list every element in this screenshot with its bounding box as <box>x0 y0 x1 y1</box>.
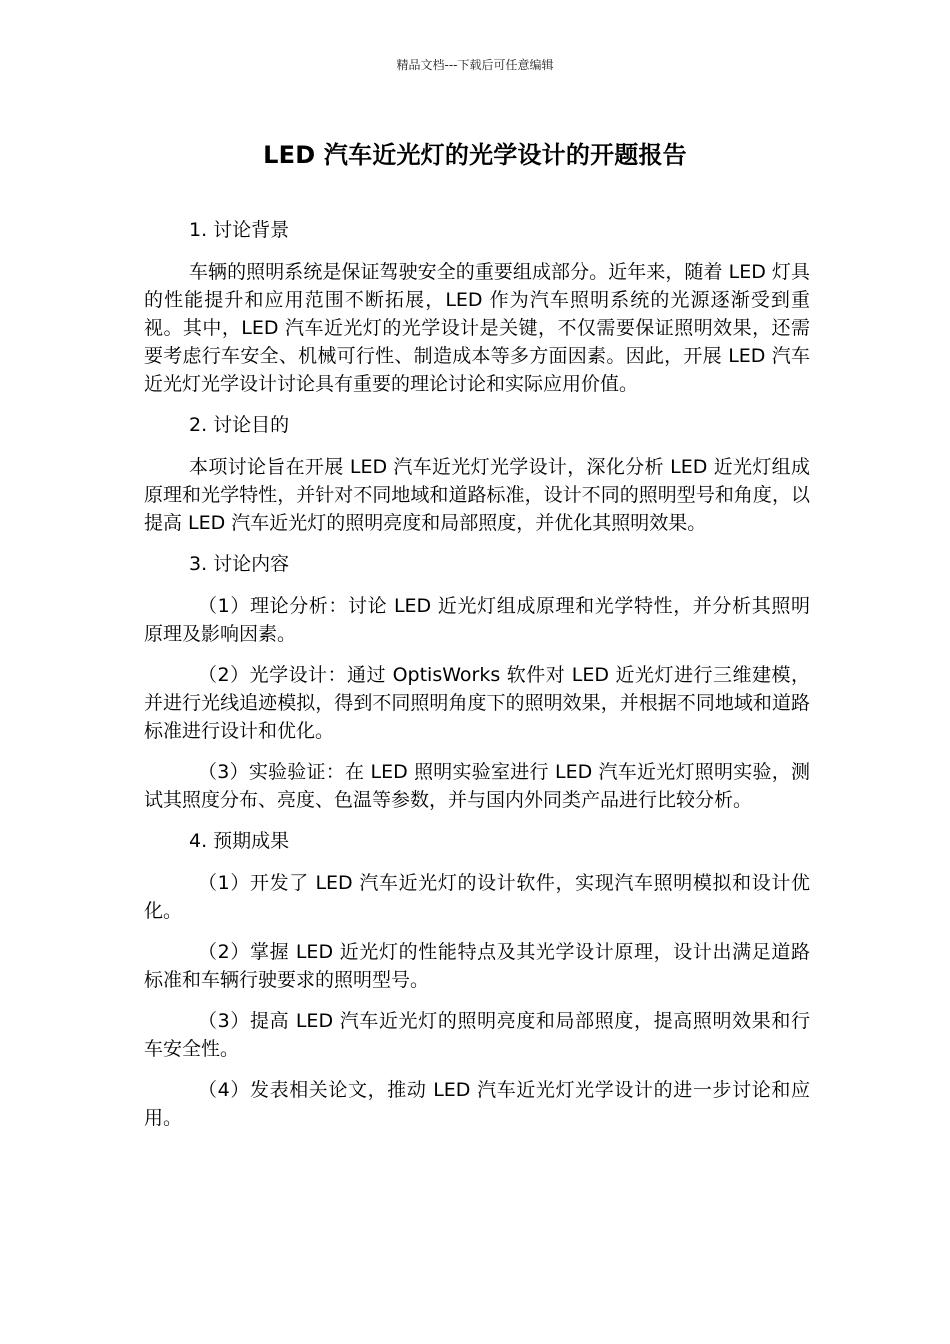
document-body <box>144 216 810 1145</box>
list-item: （3）提高 LED 汽车近光灯的照明亮度和局部照度，提高照明效果和行车安全性。 <box>144 1010 810 1060</box>
document-title: LED 汽车近光灯的光学设计的开题报告 <box>263 141 687 169</box>
list-item: （1）开发了 LED 汽车近光灯的设计软件，实现汽车照明模拟和设计优化。 <box>144 872 810 922</box>
section-expected-results <box>144 827 810 1132</box>
section-paragraph: 本项讨论旨在开展 LED 汽车近光灯光学设计，深化分析 LED 近光灯组成原理和光学特性，并针对不同地域和道路标准，设计不同的照明型号和角度，以提高 LED 汽车近光灯的照明亮度和局部照度，并优化其照明效果。 <box>144 456 810 534</box>
section-heading: 4. 预期成果 <box>189 830 290 852</box>
section-heading: 2. 讨论目的 <box>189 414 290 436</box>
list-item: （2）光学设计：通过 OptisWorks 软件对 LED 近光灯进行三维建模，并进行光线追迹模拟，得到不同照明角度下的照明效果，并根据不同地域和道路标准进行设计和优化。 <box>144 664 810 742</box>
list-item: （4）发表相关论文，推动 LED 汽车近光灯光学设计的进一步讨论和应用。 <box>144 1079 810 1129</box>
section-background <box>144 216 810 398</box>
list-item: （3）实验验证：在 LED 照明实验室进行 LED 汽车近光灯照明实验，测试其照度分布、亮度、色温等参数，并与国内外同类产品进行比较分析。 <box>144 761 810 811</box>
section-heading: 1. 讨论背景 <box>189 219 290 241</box>
section-heading: 3. 讨论内容 <box>189 553 290 575</box>
section-content <box>144 550 810 814</box>
header-watermark: 精品文档---下载后可任意编辑 <box>396 58 554 72</box>
section-paragraph: 车辆的照明系统是保证驾驶安全的重要组成部分。近年来，随着 LED 灯具的性能提升和应用范围不断拓展，LED 作为汽车照明系统的光源逐渐受到重视。其中，LED 汽车近光灯的光学设计是关键，不仅需要保证照明效果，还需要考虑行车安全、机械可行性、制造成本等多方面因素。因此，开展 LED 汽车近光灯光学设计讨论具有重要的理论讨论和实际应用价值。 <box>144 261 810 395</box>
section-purpose <box>144 411 810 537</box>
list-item: （1）理论分析：讨论 LED 近光灯组成原理和光学特性，并分析其照明原理及影响因素。 <box>144 595 810 645</box>
list-item: （2）掌握 LED 近光灯的性能特点及其光学设计原理，设计出满足道路标准和车辆行驶要求的照明型号。 <box>144 941 810 991</box>
